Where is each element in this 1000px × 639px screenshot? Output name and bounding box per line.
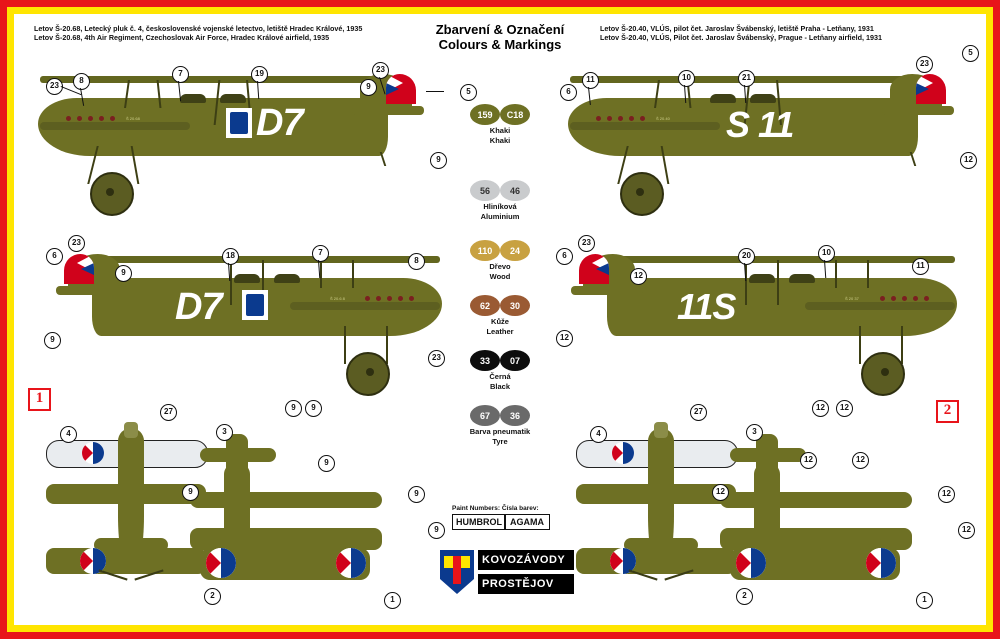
wing-roundel — [866, 548, 896, 578]
chip-right: 30 — [500, 295, 530, 316]
chip-left: 159 — [470, 104, 500, 125]
callout-9b: 9 — [430, 152, 447, 169]
cockpit-front — [274, 274, 300, 283]
callout-11: 11 — [582, 72, 599, 89]
rudder-insignia — [579, 254, 609, 284]
callout-23b: 23 — [372, 62, 389, 79]
chip-name-en: Wood — [489, 272, 511, 281]
callout-9f: 9 — [305, 400, 322, 417]
chip-right: 46 — [500, 180, 530, 201]
colour-chip-3 — [455, 240, 545, 281]
callout-9d: 9 — [44, 332, 61, 349]
callout-27: 27 — [160, 404, 177, 421]
profile-view-right-side-2 — [545, 240, 965, 400]
callout-12e: 12 — [836, 400, 853, 417]
upper-wing — [100, 256, 440, 263]
cockpit-rear — [749, 274, 775, 283]
horizontal-tail — [56, 286, 128, 295]
horizontal-tail — [571, 286, 643, 295]
callout-18: 18 — [222, 248, 239, 265]
engine-exhaust-row — [66, 116, 122, 121]
horizontal-tail — [882, 106, 954, 115]
chip-row — [455, 104, 545, 125]
callout-10: 10 — [678, 70, 695, 87]
chip-left: 67 — [470, 405, 500, 426]
chip-row — [455, 295, 545, 316]
callout-12j: 12 — [958, 522, 975, 539]
callout-2b: 2 — [736, 588, 753, 605]
landing-gear-strut — [386, 326, 388, 364]
callout-9e: 9 — [285, 400, 302, 417]
wheel-hub — [106, 188, 114, 196]
cabane-strut — [320, 260, 322, 288]
upper-wing — [615, 256, 955, 263]
upper-wing-plan-2 — [720, 492, 912, 508]
callout-1b: 1 — [916, 592, 933, 609]
callout-9j: 9 — [428, 522, 445, 539]
callout-12g: 12 — [852, 452, 869, 469]
wheel-hub — [366, 368, 374, 376]
scheme-badge-2: 2 — [936, 400, 959, 423]
engine-cowl-top — [654, 422, 668, 438]
colour-chip-6 — [448, 405, 552, 446]
chip-row — [455, 240, 545, 261]
tail-skid — [380, 152, 387, 166]
chip-name-cz: Hliníková — [483, 202, 517, 211]
profile-view-left-side-2 — [30, 240, 450, 400]
page-title — [405, 22, 595, 52]
callout-12c: 12 — [556, 330, 573, 347]
callout-23f: 23 — [578, 235, 595, 252]
lion-badge — [226, 108, 252, 138]
callout-23d: 23 — [68, 235, 85, 252]
manufacturer-logo — [440, 548, 570, 598]
plan-views-left — [40, 420, 450, 610]
callout-12b: 12 — [630, 268, 647, 285]
fuselage-code-mirror: D7 — [175, 286, 222, 328]
chip-left: 62 — [470, 295, 500, 316]
lower-wing-plan-2 — [190, 528, 382, 550]
chip-name-en: Black — [489, 382, 510, 391]
kp-shield-icon — [440, 550, 474, 594]
brand-agama: AGAMA — [504, 514, 550, 530]
interplane-strut — [777, 260, 779, 305]
upper-wing — [40, 76, 380, 83]
fuselage-stencil-mirror: Š 20.6 8 — [330, 296, 345, 301]
callout-12h: 12 — [712, 484, 729, 501]
callout-9i: 9 — [408, 486, 425, 503]
engine-exhaust-row — [596, 116, 652, 121]
landing-gear-strut — [344, 326, 346, 364]
chip-right: 36 — [500, 405, 530, 426]
caption-top-left-line1: Letov Š-20.68, Letecký pluk č. 4, československé vojenské letectvo, letiště Hradec Králové, 1935 — [34, 24, 363, 33]
logo-line-1: KOVOZÁVODY — [478, 550, 574, 570]
plan-views-right — [570, 420, 980, 610]
profile-view-right-side-1 — [560, 60, 980, 220]
rudder-insignia — [916, 74, 946, 104]
fuselage-code: D7 — [256, 102, 303, 144]
landing-gear-strut — [859, 326, 861, 364]
callout-12i: 12 — [938, 486, 955, 503]
callout-2: 2 — [204, 588, 221, 605]
rudder-insignia — [386, 74, 416, 104]
callout-6c: 6 — [556, 248, 573, 265]
title-line-en: Colours & Markings — [438, 37, 562, 52]
callout-5: 5 — [460, 84, 477, 101]
chip-name-cz: Dřevo — [489, 262, 511, 271]
callout-8: 8 — [73, 73, 90, 90]
tail-skid — [910, 152, 917, 166]
cockpit-front — [710, 94, 736, 103]
wing-roundel — [612, 442, 634, 464]
tailplane-plan-2 — [730, 448, 806, 462]
callout-23e: 23 — [428, 350, 445, 367]
callout-23: 23 — [46, 78, 63, 95]
cockpit-rear — [750, 94, 776, 103]
landing-gear-strut — [901, 326, 903, 364]
callout-10b: 10 — [818, 245, 835, 262]
wing-roundel — [736, 548, 766, 578]
callout-3b: 3 — [746, 424, 763, 441]
cockpit-rear — [220, 94, 246, 103]
tailplane-plan-2 — [200, 448, 276, 462]
colour-chip-5 — [455, 350, 545, 391]
chip-name-en: Khaki — [489, 136, 511, 145]
callout-7b: 7 — [312, 245, 329, 262]
callout-12: 12 — [960, 152, 977, 169]
scheme-badge-1: 1 — [28, 388, 51, 411]
lower-wing-plan-2 — [720, 528, 912, 550]
engine-exhaust-row — [873, 296, 929, 301]
cabane-strut — [867, 260, 869, 288]
callout-12f: 12 — [800, 452, 817, 469]
fuselage-code: S 11 — [726, 104, 794, 145]
wing-roundel — [206, 548, 236, 578]
chip-name-cz: Khaki — [489, 126, 511, 135]
callout-19: 19 — [251, 66, 268, 83]
chip-name-cz: Barva pneumatik — [469, 427, 531, 436]
chip-right: C18 — [500, 104, 530, 125]
rudder-insignia — [64, 254, 94, 284]
caption-top-right-line2: Letov Š-20.40, VLÚS, Pilot čet. Jaroslav Švábenský, Prague - Letňany airfield, 1931 — [600, 33, 883, 42]
lower-wing — [290, 302, 440, 310]
colour-chip-1 — [455, 104, 545, 145]
callout-4b: 4 — [590, 426, 607, 443]
propeller — [628, 568, 694, 582]
chip-row — [455, 180, 545, 201]
wheel-hub — [636, 188, 644, 196]
cockpit-front — [180, 94, 206, 103]
chip-row — [455, 350, 545, 371]
callout-23c: 23 — [916, 56, 933, 73]
lower-wing — [570, 122, 720, 130]
callout-6b: 6 — [46, 248, 63, 265]
callout-9: 9 — [360, 79, 377, 96]
callout-21: 21 — [738, 70, 755, 87]
callout-11b: 11 — [912, 258, 929, 275]
brand-humbrol: HUMBROL — [452, 514, 506, 530]
chip-left: 56 — [470, 180, 500, 201]
callout-1: 1 — [384, 592, 401, 609]
fuselage-stencil: Š 20.40 — [656, 116, 670, 121]
callout-7: 7 — [172, 66, 189, 83]
callout-20: 20 — [738, 248, 755, 265]
propeller — [98, 568, 164, 582]
callout-9c: 9 — [115, 265, 132, 282]
callout-5b: 5 — [962, 45, 979, 62]
cockpit-rear — [234, 274, 260, 283]
callout-8b: 8 — [408, 253, 425, 270]
wheel-hub — [881, 368, 889, 376]
caption-top-left-line2: Letov Š-20.68, 4th Air Regiment, Czechoslovak Air Force, Hradec Králové airfield, 1935 — [34, 33, 330, 42]
fuselage-stencil: Š 20.68 — [126, 116, 140, 121]
callout-27b: 27 — [690, 404, 707, 421]
cabane-strut — [352, 260, 354, 288]
leader-line — [426, 91, 444, 92]
engine-cowl-top — [124, 422, 138, 438]
chip-left: 110 — [470, 240, 500, 261]
paint-numbers-label: Paint Numbers: Čísla barev: — [452, 505, 539, 512]
colour-chip-4 — [455, 295, 545, 336]
title-line-cz: Zbarvení & Označení — [435, 22, 565, 37]
callout-9h: 9 — [182, 484, 199, 501]
callout-4: 4 — [60, 426, 77, 443]
lion-badge-mirror — [242, 290, 268, 320]
colour-chip-2 — [455, 180, 545, 221]
chip-name-en: Tyre — [492, 437, 508, 446]
callout-3: 3 — [216, 424, 233, 441]
callout-9g: 9 — [318, 455, 335, 472]
fuselage-code-mirror: 11S — [677, 286, 736, 327]
engine-exhaust-row — [358, 296, 414, 301]
interplane-strut — [230, 260, 232, 305]
caption-top-right-line1: Letov Š-20.40, VLÚS, pilot čet. Jaroslav Švábenský, letiště Praha - Letňany, 1931 — [600, 24, 874, 33]
wing-roundel — [336, 548, 366, 578]
profile-view-left-side-1 — [30, 60, 450, 220]
logo-line-2: PROSTĚJOV — [478, 574, 574, 594]
cabane-strut — [835, 260, 837, 288]
chip-name-cz: Černá — [489, 372, 511, 381]
callout-12d: 12 — [812, 400, 829, 417]
lower-wing — [40, 122, 190, 130]
lower-wing — [805, 302, 955, 310]
chip-row — [448, 405, 552, 426]
upper-wing-plan-2 — [190, 492, 382, 508]
callout-6: 6 — [560, 84, 577, 101]
wing-roundel — [82, 442, 104, 464]
chip-left: 33 — [470, 350, 500, 371]
chip-right: 24 — [500, 240, 530, 261]
horizontal-tail — [352, 106, 424, 115]
cockpit-front — [789, 274, 815, 283]
chip-name-cz: Kůže — [491, 317, 509, 326]
chip-right: 07 — [500, 350, 530, 371]
chip-name-en: Aluminium — [480, 212, 520, 221]
chip-name-en: Leather — [486, 327, 514, 336]
fuselage-stencil-mirror: Š 20 37 — [845, 296, 859, 301]
